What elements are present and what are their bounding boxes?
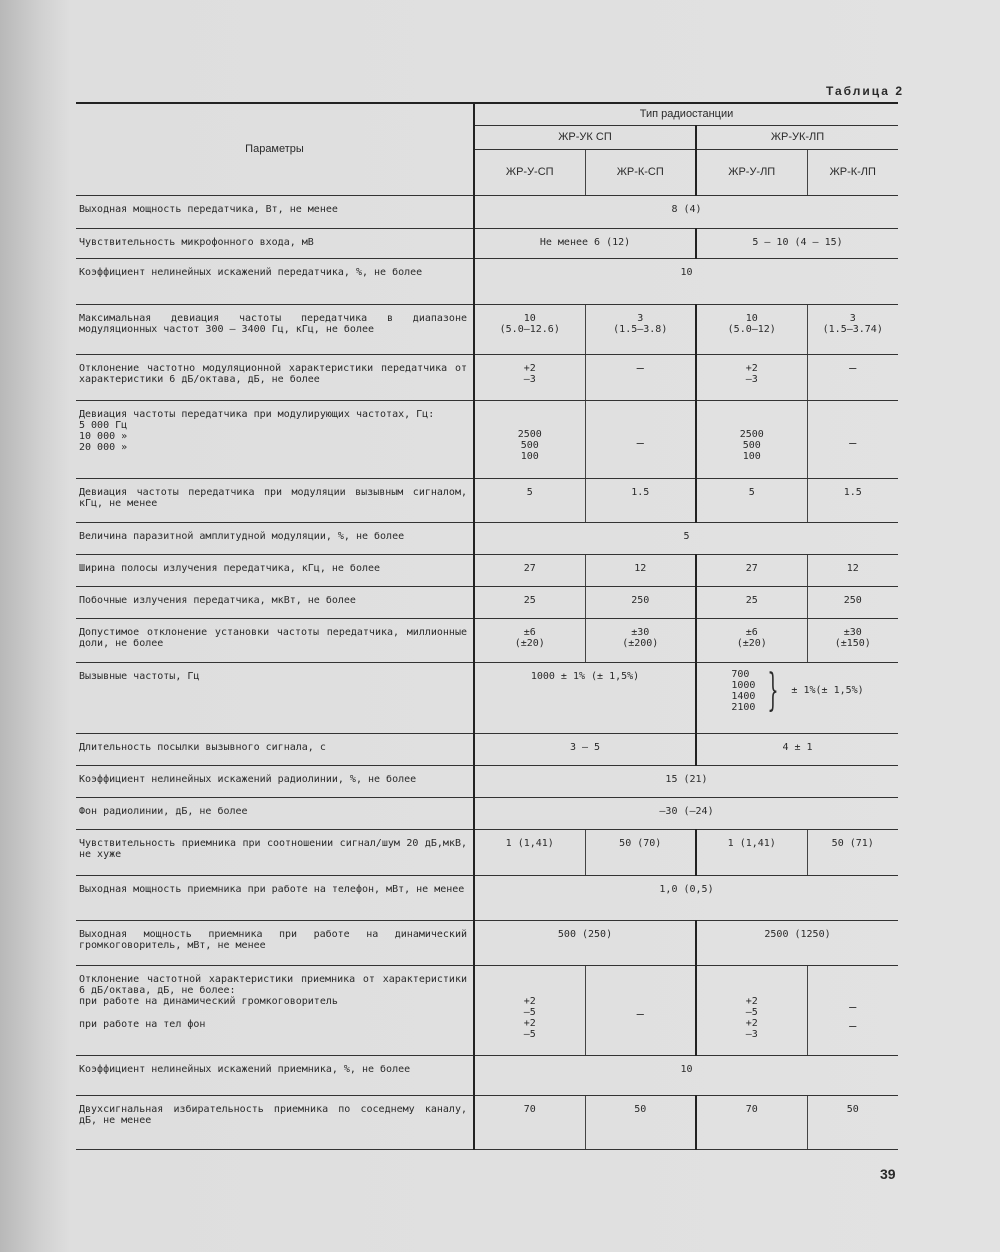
param-label: Величина паразитной амплитудной модуляции, %, не более [76,522,474,554]
value-cell: 250 [807,586,898,618]
value-cell: 50 (71) [807,829,898,875]
param-label: Ширина полосы излучения передатчика, кГц, не более [76,554,474,586]
value-cell: 1,0 (0,5) [474,875,898,920]
value-cell: 70 [696,1095,807,1149]
value-cell: — [807,400,898,478]
header-row-type [76,103,898,125]
param-label: Длительность посылки вызывного сигнала, с [76,733,474,765]
param-label: Вызывные частоты, Гц [76,662,474,733]
param-label: Максимальная девиация частоты передатчика в диапазоне модуляционных частот 300 — 3400 Гц, кГц, не более [76,304,474,354]
value-cell: 25 [474,586,585,618]
param-label: Двухсигнальная избирательность приемника по соседнему каналу, дБ, не менее [76,1095,474,1149]
param-label: Чувствительность микрофонного входа, мВ [76,228,474,258]
table-row [76,522,898,554]
value-cell: 10 (5.0—12.6) [474,304,585,354]
param-label: Коэффициент нелинейных искажений радиолинии, %, не более [76,765,474,797]
param-label: Выходная мощность приемника при работе на динамический громкоговоритель, мВт, не менее [76,920,474,965]
table-row [76,797,898,829]
param-label: Отклонение частотной характеристики приемника от характеристики 6 дБ/октава, дБ, не более: при работе на динамический громкоговоритель при работе на тел фон [76,965,474,1055]
table-row [76,920,898,965]
header-params: Параметры [76,103,474,195]
param-label: Выходная мощность передатчика, Вт, не менее [76,195,474,228]
value-cell: 500 (250) [474,920,696,965]
table-row [76,875,898,920]
table-row [76,586,898,618]
value-cell: 25 [696,586,807,618]
param-label: Отклонение частотно модуляционной характеристики передатчика от характеристики 6 дБ/октава, дБ, не более [76,354,474,400]
value-cell: ±30 (±150) [807,618,898,662]
value-cell: 8 (4) [474,195,898,228]
value-cell: 1000 ± 1% (± 1,5%) [474,662,696,733]
value-cell: 1.5 [807,478,898,522]
value-cell: 50 (70) [585,829,696,875]
header-col-k-lp: ЖР-К-ЛП [807,149,898,195]
value-cell: ±6 (±20) [474,618,585,662]
value-cell: 1.5 [585,478,696,522]
table-row [76,478,898,522]
value-cell: ±30 (±200) [585,618,696,662]
value-cell: 700 1000 1400 2100 } ± 1%(± 1,5%) [696,662,898,733]
header-col-u-lp: ЖР-У-ЛП [696,149,807,195]
table-row [76,733,898,765]
table-row [76,1095,898,1149]
value-cell: 5 — 10 (4 — 15) [696,228,898,258]
table-row [76,829,898,875]
param-label: Коэффициент нелинейных искажений передатчика, %, не более [76,258,474,304]
parameters-table [76,102,898,1150]
param-label: Коэффициент нелинейных искажений приемника, %, не более [76,1055,474,1095]
brace-glyph: } [767,664,780,716]
table-row [76,228,898,258]
header-col-u-sp: ЖР-У-СП [474,149,585,195]
param-label: Допустимое отклонение установки частоты передатчика, миллионные доли, не более [76,618,474,662]
table-row [76,765,898,797]
table-caption: Таблица 2 [825,84,904,98]
value-cell: 2500 500 100 [474,400,585,478]
value-cell: +2 —3 [474,354,585,400]
table-row [76,400,898,478]
value-cell: 27 [696,554,807,586]
value-cell: 1 (1,41) [696,829,807,875]
value-cell: 50 [807,1095,898,1149]
header-col-k-sp: ЖР-К-СП [585,149,696,195]
param-label: Побочные излучения передатчика, мкВт, не более [76,586,474,618]
table-row [76,554,898,586]
value-cell: 3 (1.5—3.74) [807,304,898,354]
header-group-sp: ЖР-УК СП [474,125,696,149]
value-cell: 1 (1,41) [474,829,585,875]
value-cell: 10 [474,258,898,304]
table-row [76,662,898,733]
param-label: Фон радиолинии, дБ, не более [76,797,474,829]
value-cell: ±6 (±20) [696,618,807,662]
table-row [76,1055,898,1095]
value-cell: 4 ± 1 [696,733,898,765]
param-label: Девиация частоты передатчика при модулирующих частотах, Гц: 5 000 Гц 10 000 » 20 000 » [76,400,474,478]
value-cell: 10 [474,1055,898,1095]
value-cell: 2500 (1250) [696,920,898,965]
value-cell: 12 [807,554,898,586]
value-cell: 2500 500 100 [696,400,807,478]
table-row [76,618,898,662]
table-row [76,354,898,400]
value-cell: — [585,400,696,478]
value-cell: 50 [585,1095,696,1149]
page-number: 39 [880,1166,896,1182]
value-cell: Не менее 6 (12) [474,228,696,258]
value-cell: +2 —5 +2 —3 [696,965,807,1055]
table-row [76,965,898,1055]
value-cell: 10 (5.0—12) [696,304,807,354]
value-cell: 5 [474,522,898,554]
table-row [76,195,898,228]
table-row [76,258,898,304]
value-cell: 3 — 5 [474,733,696,765]
value-cell: +2 —5 +2 —5 [474,965,585,1055]
value-cell: —30 (—24) [474,797,898,829]
value-cell: — [585,354,696,400]
header-station-type: Тип радиостанции [474,103,898,125]
value-cell: 5 [474,478,585,522]
value-cell: 5 [696,478,807,522]
value-cell: 27 [474,554,585,586]
param-label: Девиация частоты передатчика при модуляции вызывным сигналом, кГц, не менее [76,478,474,522]
value-cell: +2 —3 [696,354,807,400]
value-cell: — [585,965,696,1055]
table-row [76,304,898,354]
value-cell: 12 [585,554,696,586]
value-cell: 70 [474,1095,585,1149]
value-cell: 3 (1.5—3.8) [585,304,696,354]
param-label: Выходная мощность приемника при работе на телефон, мВт, не менее [76,875,474,920]
value-cell: — [807,354,898,400]
header-group-lp: ЖР-УК-ЛП [696,125,898,149]
value-cell: 250 [585,586,696,618]
value-cell: — — [807,965,898,1055]
value-cell: 15 (21) [474,765,898,797]
param-label: Чувствительность приемника при соотношении сигнал/шум 20 дБ,мкВ, не хуже [76,829,474,875]
